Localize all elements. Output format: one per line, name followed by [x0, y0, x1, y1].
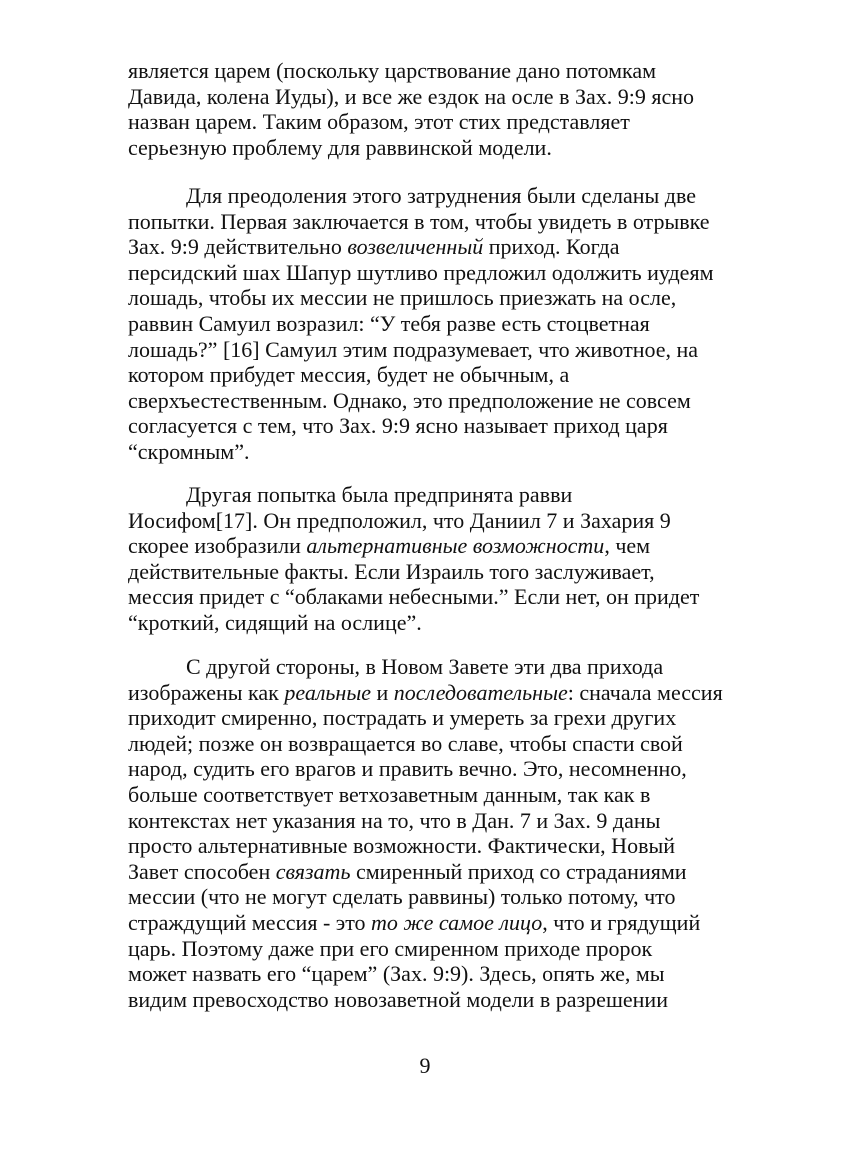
text-line: Давида, колена Иуды), и все же ездок на осле в Зах. 9:9 ясно: [128, 83, 695, 109]
italic-emphasis: последовательные: [393, 679, 568, 705]
italic-emphasis: возвеличенный: [347, 234, 484, 260]
paragraph-4: [128, 654, 738, 1012]
text-line: Зах. 9:9 действительно возвеличенный приход. Когда: [128, 234, 620, 260]
paragraph-3: [128, 482, 738, 636]
text-line: видим превосходство новозаветной модели в разрешении: [128, 986, 668, 1012]
text-line: мессия придет с “облаками небесными.” Если нет, он придет: [128, 584, 700, 610]
italic-emphasis: альтернативные возможности: [306, 533, 605, 559]
text-line: больше соответствует ветхозаветным данным, так как в: [128, 781, 651, 807]
italic-emphasis: то же самое лицо: [371, 909, 543, 935]
text-line: просто альтернативные возможности. Фактически, Новый: [128, 833, 676, 859]
text-line: котором прибудет мессия, будет не обычным, а: [128, 362, 570, 388]
text-line: раввин Самуил возразил: “У тебя разве есть стоцветная: [128, 310, 650, 336]
text-line: может назвать его “царем” (Зах. 9:9). Здесь, опять же, мы: [128, 961, 665, 987]
paragraph-2: [128, 183, 738, 465]
text-line: страждущий мессия - это то же самое лицо, что и грядущий: [128, 909, 701, 935]
text-line: Для преодоления этого затруднения были сделаны две: [186, 183, 697, 208]
text-line: Другая попытка была предпринята равви: [186, 482, 573, 507]
text-line: является царем (поскольку царствование дано потомкам: [128, 58, 657, 83]
text-line: Иосифом[17]. Он предположил, что Даниил 7 и Захария 9: [128, 507, 671, 533]
text-line: народ, судить его врагов и править вечно. Это, несомненно,: [128, 756, 687, 782]
text-line: согласуется с тем, что Зах. 9:9 ясно называет приход царя: [128, 413, 668, 439]
text-line: лошадь?” [16] Самуил этим подразумевает, что животное, на: [128, 336, 699, 362]
text-line: контекстах нет указания на то, что в Дан. 7 и Зах. 9 даны: [128, 807, 661, 833]
text-line: действительные факты. Если Израиль того заслуживает,: [128, 558, 655, 584]
text-line: С другой стороны, в Новом Завете эти два прихода: [186, 654, 664, 679]
text-line: серьезную проблему для раввинской модели.: [128, 134, 552, 160]
italic-emphasis: реальные: [284, 679, 372, 705]
text-line: сверхъестественным. Однако, это предположение не совсем: [128, 387, 691, 413]
italic-emphasis: связать: [275, 858, 351, 884]
page-number: 9: [419, 1053, 431, 1078]
text-line: скорее изобразили альтернативные возможности, чем: [128, 533, 651, 559]
text-line: “кроткий, сидящий на ослице”.: [128, 609, 422, 635]
text-line: назван царем. Таким образом, этот стих представляет: [128, 109, 630, 135]
text-line: персидский шах Шапур шутливо предложил одолжить иудеям: [128, 259, 714, 285]
text-line: Завет способен связать смиренный приход со страданиями: [128, 858, 687, 884]
text-line: приходит смиренно, пострадать и умереть за грехи других: [128, 705, 677, 731]
text-line: попытки. Первая заключается в том, чтобы увидеть в отрывке: [128, 208, 710, 234]
text-line: лошадь, чтобы их мессии не пришлось приезжать на осле,: [128, 285, 677, 311]
paragraph-1: [128, 58, 738, 160]
text-line: мессии (что не могут сделать раввины) только потому, что: [128, 884, 676, 910]
text-line: изображены как реальные и последовательные: сначала мессия: [128, 679, 723, 705]
text-line: людей; позже он возвращается во славе, чтобы спасти свой: [128, 730, 683, 756]
text-line: “скромным”.: [128, 438, 250, 464]
text-line: царь. Поэтому даже при его смиренном приходе пророк: [128, 935, 653, 961]
